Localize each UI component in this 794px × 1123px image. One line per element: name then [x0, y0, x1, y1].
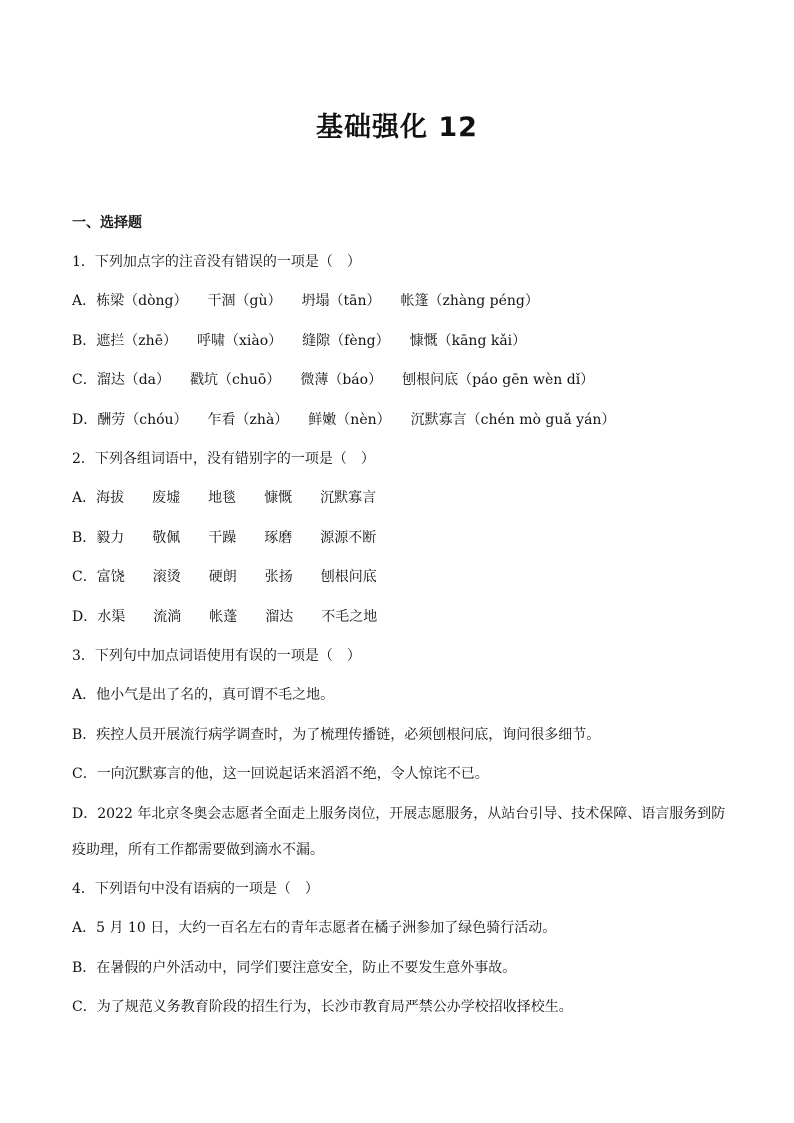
question-3-option-b: [72, 724, 600, 746]
question-3-option-c: [72, 763, 489, 785]
question-1-option-a: [72, 290, 559, 312]
option-item: 坍塌（tān）: [301, 293, 381, 309]
option-item: 酬劳（chóu）: [97, 412, 188, 428]
question-2-option-c: [72, 566, 405, 588]
option-label: B．: [72, 333, 97, 349]
question-1-option-b: [72, 330, 546, 352]
option-text: 疾控人员开展流行病学调查时，为了梳理传播链，必须刨根问底，询问很多细节。: [96, 727, 601, 743]
option-item: 慷慨（kāng kǎi）: [409, 333, 527, 349]
question-2-option-a: [72, 487, 404, 509]
option-text: 5 月 10 日，大约一百名左右的青年志愿者在橘子洲参加了绿色骑行活动。: [96, 920, 557, 936]
option-item: 溜达: [265, 609, 294, 625]
option-label: D．: [72, 412, 98, 428]
question-1-stem: 1．下列加点字的注音没有错误的一项是（ ）: [72, 254, 361, 270]
option-text: 他小气是出了名的，真可谓不毛之地。: [96, 687, 335, 703]
option-label: D．: [72, 609, 98, 625]
option-item: 流淌: [153, 609, 182, 625]
option-item: 遮拦（zhē）: [96, 333, 177, 349]
option-item: 干涸（gù）: [207, 293, 282, 309]
option-label: C．: [72, 372, 97, 388]
option-item: 水渠: [97, 609, 126, 625]
option-item: 海拔: [96, 490, 125, 506]
question-4-option-c: [72, 996, 573, 1018]
option-item: 毅力: [96, 530, 125, 546]
question-2-stem: 2．下列各组词语中，没有错别字的一项是（ ）: [72, 451, 375, 467]
option-label: D．: [72, 806, 98, 822]
option-label: C．: [72, 999, 97, 1015]
option-item: 鲜嫩（nèn）: [308, 412, 391, 428]
option-item: 沉默寡言: [320, 490, 377, 506]
page-title: 基础强化 12: [316, 112, 478, 143]
question-2-option-d: [72, 606, 405, 628]
option-item: 富饶: [96, 569, 125, 585]
option-item: 帐篷（zhàng péng）: [400, 293, 539, 309]
option-item: 干躁: [208, 530, 237, 546]
question-4-option-b: [72, 957, 516, 979]
option-item: 刨根问底: [320, 569, 377, 585]
option-label: A．: [72, 490, 97, 506]
question-3-option-a: [72, 684, 334, 706]
option-item: 慷慨: [264, 490, 293, 506]
option-item: 刨根问底（páo gēn wèn dǐ）: [402, 372, 595, 388]
question-3-option-d-continued: 疫助理，所有工作都需要做到滴水不漏。: [72, 842, 324, 858]
option-item: 琢磨: [264, 530, 293, 546]
option-label: A．: [72, 293, 97, 309]
option-item: 敬佩: [152, 530, 181, 546]
option-label: C．: [72, 569, 97, 585]
option-item: 滚烫: [152, 569, 181, 585]
option-label: A．: [72, 687, 97, 703]
option-label: A．: [72, 920, 97, 936]
question-4-option-a: [72, 917, 556, 939]
option-label: B．: [72, 530, 97, 546]
option-item: 呼啸（xiào）: [196, 333, 283, 349]
option-label: B．: [72, 960, 97, 976]
option-item: 栋梁（dòng）: [96, 293, 188, 309]
question-2-option-b: [72, 527, 404, 549]
option-item: 戳坑（chuō）: [190, 372, 281, 388]
option-item: 帐蓬: [209, 609, 238, 625]
option-item: 张扬: [264, 569, 293, 585]
option-text: 一向沉默寡言的他，这一回说起话来滔滔不绝，令人惊诧不已。: [96, 766, 489, 782]
option-item: 缝隙（fèng）: [302, 333, 390, 349]
option-item: 地毯: [208, 490, 237, 506]
option-item: 溜达（da）: [96, 372, 171, 388]
option-label: B．: [72, 727, 97, 743]
option-item: 微薄（báo）: [300, 372, 383, 388]
option-item: 废墟: [152, 490, 181, 506]
option-text: 在暑假的户外活动中，同学们要注意安全，防止不要发生意外事故。: [96, 960, 517, 976]
question-3-option-d: [72, 803, 725, 825]
option-item: 乍看（zhà）: [207, 412, 289, 428]
question-1-option-d: [72, 409, 635, 431]
option-item: 源源不断: [320, 530, 377, 546]
option-item: 沉默寡言（chén mò guǎ yán）: [410, 412, 616, 428]
option-label: C．: [72, 766, 97, 782]
option-text: 为了规范义务教育阶段的招生行为，长沙市教育局严禁公办学校招收择校生。: [96, 999, 573, 1015]
question-3-stem: 3．下列句中加点词语使用有误的一项是（ ）: [72, 648, 361, 664]
option-item: 硬朗: [208, 569, 237, 585]
section-heading: 一、选择题: [72, 215, 142, 231]
question-1-option-c: [72, 369, 614, 391]
option-item: 不毛之地: [321, 609, 378, 625]
question-4-stem: 4．下列语句中没有语病的一项是（ ）: [72, 881, 319, 897]
option-text: 2022 年北京冬奥会志愿者全面走上服务岗位，开展志愿服务，从站台引导、技术保障、语言服务到防: [97, 806, 726, 822]
